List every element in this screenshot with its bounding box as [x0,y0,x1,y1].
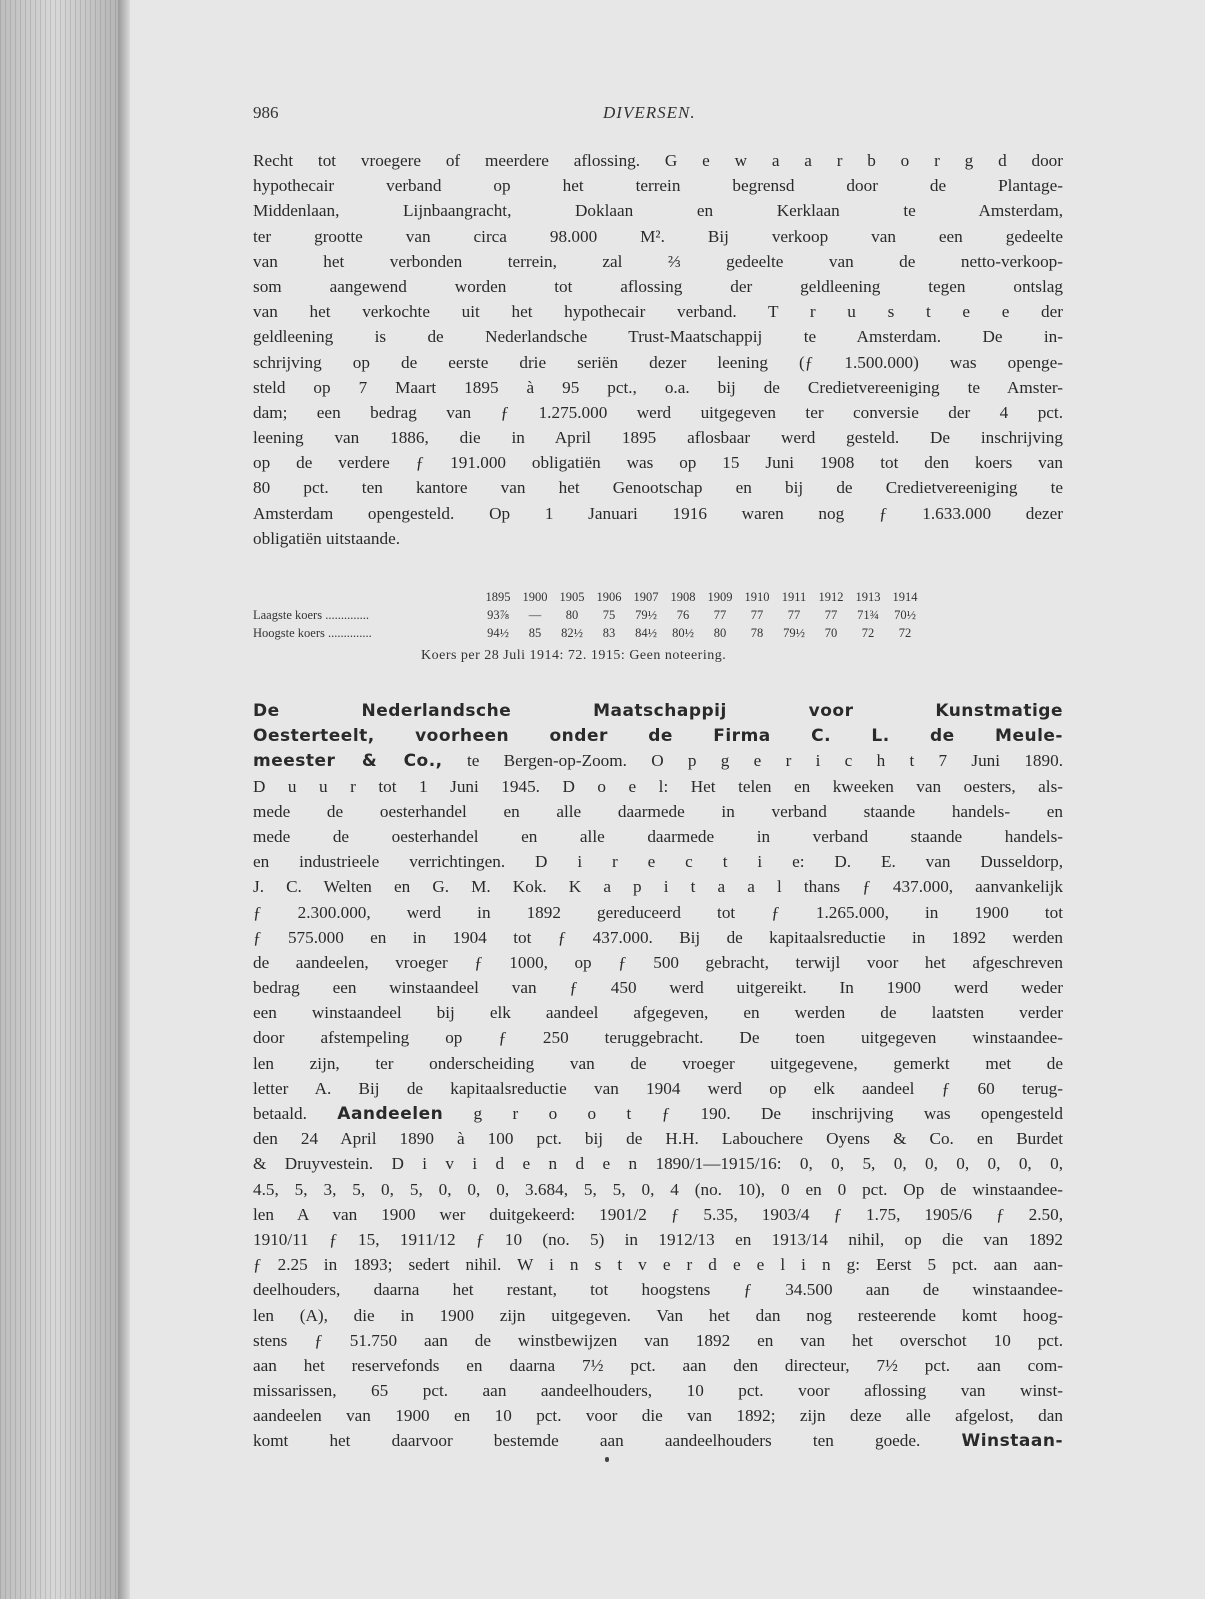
text-line: obligatiën uitstaande. [253,528,401,548]
table-cell: 94½ [487,626,509,640]
table-cell: 79½ [783,626,805,640]
text-line: den 24 April 1890 à 100 pct. bij de H.H. Labouchere Oyens & Co. en Burdet [253,1129,1063,1149]
text-line: geldleening is de Nederlandsche Trust-Maatschappij te Amsterdam. De in- [253,327,1063,347]
table-year: 1910 [744,590,770,604]
table-cell: 80 [565,608,579,622]
running-title: DIVERSEN. [603,103,696,122]
company-name: De Nederlandsche Maatschappij voor Kunstmatige [253,701,1063,721]
company-title-line [253,723,1063,748]
page-header [253,103,1063,129]
row-label: Laagste koers .............. [253,608,369,622]
table-cell: 79½ [635,608,657,622]
aandeelen-heading: Aandeelen [337,1104,444,1124]
row-label: Hoogste koers .............. [253,626,372,640]
text-line: 4.5, 5, 3, 5, 0, 5, 0, 0, 0, 3.684, 5, 5, 0, 4 (no. 10), 0 en 0 pct. Op de winstaandee- [253,1179,1063,1199]
table-year: 1913 [855,590,881,604]
table-year: 1911 [781,590,807,604]
text-line: betaald. Aandeelen g r o o t ƒ 190. De inschrijving was opengesteld [253,1104,1063,1124]
text-line: len (A), die in 1900 zijn uitgegeven. Van het dan nog resteerende komt hoog- [253,1305,1063,1325]
company-name: meester & Co., [253,751,443,772]
text-line: van het verkochte uit het hypothecair verband. T r u s t e e der [253,302,1063,322]
text-line: D u u r tot 1 Juni 1945. D o e l: Het telen en kweeken van oesters, als- [253,776,1063,796]
table-year: 1906 [596,590,622,604]
text-line: komt het daarvoor bestemde aan aandeelhouders ten goede. Winstaan- [253,1431,1063,1452]
table-cell: 80½ [672,626,694,640]
text-line: dam; een bedrag van ƒ 1.275.000 werd uitgegeven ter conversie der 4 pct. [253,402,1063,422]
koers-note: Koers per 28 Juli 1914: 72. 1915: Geen noteering. [421,648,727,663]
text-line: len zijn, ter onderscheiding van de vroeger uitgegevene, gemerkt met de [253,1053,1063,1073]
table-year: 1905 [559,590,585,604]
text-line: leening van 1886, die in April 1895 aflosbaar werd gesteld. De inschrijving [253,428,1063,448]
table-cell: 77 [824,608,838,622]
text-line: bedrag een winstaandeel van ƒ 450 werd uitgereikt. In 1900 werd weder [253,978,1063,998]
text-line: een winstaandeel bij elk aandeel afgegeven, en werden de laatsten verder [253,1003,1063,1023]
text-line: aan het reservefonds en daarna 7½ pct. aan den directeur, 7½ pct. aan com- [253,1355,1063,1375]
text-line: & Druyvestein. D i v i d e n d e n 1890/1—1915/16: 0, 0, 5, 0, 0, 0, 0, 0, 0, [253,1154,1063,1174]
table-cell: 77 [713,608,727,622]
table-cell: 71¾ [857,608,879,622]
text-line: hypothecair verband op het terrein begrensd door de Plantage- [253,176,1063,196]
text-line: schrijving op de eerste drie seriën dezer leening (ƒ 1.500.000) was openge- [253,352,1063,372]
table-cell: 78 [750,626,764,640]
print-mark [605,1457,609,1462]
table-header-row [253,590,1063,606]
table-row-laagste [253,608,1063,624]
table-cell: 77 [787,608,801,622]
company-title-line [253,698,1063,723]
winstaandeelen-heading: Winstaan- [961,1431,1063,1452]
text-line: ƒ 2.300.000, werd in 1892 gereduceerd tot ƒ 1.265.000, in 1900 tot [253,902,1063,922]
table-year: 1895 [485,590,511,604]
text-line: meester & Co., te Bergen-op-Zoom. O p g e r i c h t 7 Juni 1890. [253,751,1064,772]
text-line: van het verbonden terrein, zal ⅔ gedeelte van de netto-verkoop- [253,251,1063,271]
text-line: len A van 1900 wer duitgekeerd: 1901/2 ƒ 5.35, 1903/4 ƒ 1.75, 1905/6 ƒ 2.50, [253,1204,1063,1224]
table-cell: 72 [898,626,912,640]
text-line: ter grootte van circa 98.000 M². Bij verkoop van een gedeelte [253,226,1063,246]
table-cell: 85 [528,626,542,640]
table-cell: 76 [676,608,690,622]
table-cell: 70½ [894,608,916,622]
text-line: missarissen, 65 pct. aan aandeelhouders, 10 pct. voor aflossing van winst- [253,1381,1063,1401]
table-cell: 83 [602,626,616,640]
text-line: aandeelen van 1900 en 10 pct. voor die van 1892; zijn deze alle afgelost, dan [253,1406,1063,1426]
table-cell: 72 [861,626,875,640]
table-cell: 80 [713,626,727,640]
text-line: Recht tot vroegere of meerdere aflossing. G e w a a r b o r g d door [253,151,1063,170]
text-line: 1910/11 ƒ 15, 1911/12 ƒ 10 (no. 5) in 1912/13 en 1913/14 nihil, op die van 1892 [253,1229,1063,1249]
text-line: mede de oesterhandel en alle daarmede in verband staande handels- en [253,801,1063,821]
text-line: som aangewend worden tot aflossing der geldleening tegen ontslag [253,276,1063,296]
page-edges [0,0,122,1599]
table-cell: — [528,608,542,622]
section-company-entry [253,698,1063,1454]
text-line: op de verdere ƒ 191.000 obligatiën was op 15 Juni 1908 tot den koers van [253,453,1063,473]
page-number: 986 [253,103,279,122]
text-line: Amsterdam opengesteld. Op 1 Januari 1916 waren nog ƒ 1.633.000 dezer [253,503,1063,523]
section-bond-text [253,148,1063,551]
table-cell: 84½ [635,626,657,640]
text-line: Middenlaan, Lijnbaangracht, Doklaan en Kerklaan te Amsterdam, [253,201,1063,221]
book-spine-edge [0,0,122,1599]
text-line: deelhouders, daarna het restant, tot hoogstens ƒ 34.500 aan de winstaandee- [253,1280,1063,1300]
table-year: 1914 [892,590,918,604]
table-row-hoogste [253,626,1063,642]
text-line: mede de oesterhandel en alle daarmede in verband staande handels- [253,826,1063,846]
text-line: door afstempeling op ƒ 250 teruggebracht. De toen uitgegeven winstaandee- [253,1028,1063,1048]
table-year: 1907 [633,590,659,604]
table-cell: 70 [824,626,838,640]
text-line: en industrieele verrichtingen. D i r e c t i e: D. E. van Dusseldorp, [253,852,1063,872]
table-year: 1908 [670,590,696,604]
table-cell: 77 [750,608,764,622]
table-cell: 82½ [561,626,583,640]
text-line: J. C. Welten en G. M. Kok. K a p i t a a l thans ƒ 437.000, aanvankelijk [253,877,1063,897]
text-line: letter A. Bij de kapitaalsreductie van 1904 werd op elk aandeel ƒ 60 terug- [253,1078,1063,1098]
table-year: 1900 [522,590,548,604]
text-line: de aandeelen, vroeger ƒ 1000, op ƒ 500 gebracht, terwijl voor het afgeschreven [253,952,1063,972]
text-line: ƒ 575.000 en in 1904 tot ƒ 437.000. Bij de kapitaalsreductie in 1892 werden [253,927,1063,947]
text-line: ƒ 2.25 in 1893; sedert nihil. W i n s t v e r d e e l i n g: Eerst 5 pct. aan aan- [253,1255,1063,1275]
text-line: stens ƒ 51.750 aan de winstbewijzen van 1892 en van het overschot 10 pct. [253,1330,1063,1350]
company-name: Oesterteelt, voorheen onder de Firma C. L. de Meule- [253,726,1063,747]
table-year: 1912 [818,590,844,604]
table-cell: 93⅞ [487,608,509,622]
text-line: steld op 7 Maart 1895 à 95 pct., o.a. bij de Credietvereeniging te Amster- [253,377,1063,397]
text-line: 80 pct. ten kantore van het Genootschap en bij de Credietvereeniging te [253,478,1063,498]
table-cell: 75 [602,608,616,622]
table-year: 1909 [707,590,733,604]
